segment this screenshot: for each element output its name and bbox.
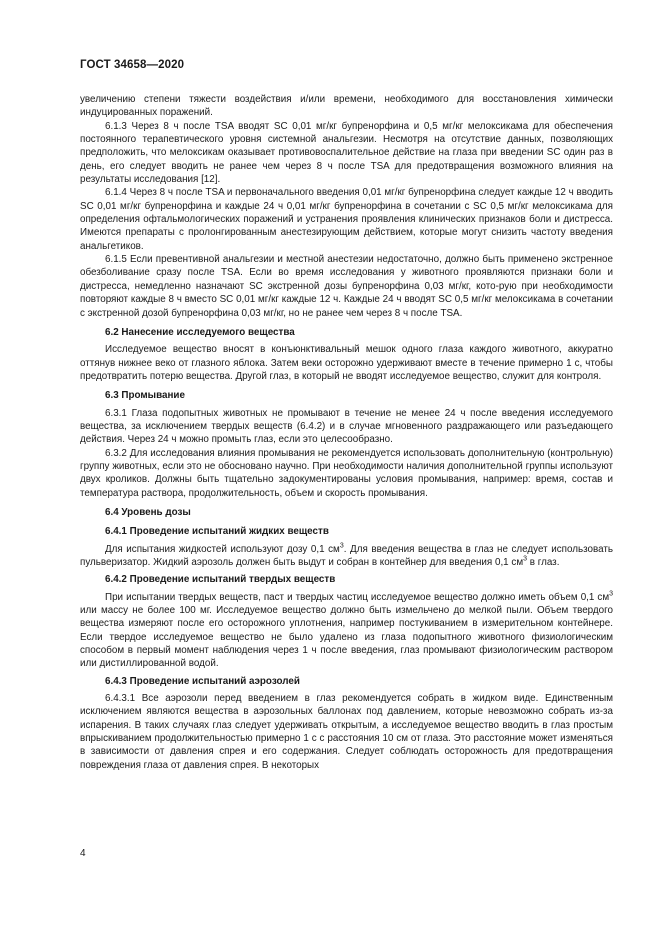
superscript: 3	[609, 590, 613, 598]
page-number: 4	[80, 848, 86, 859]
text-fragment: Для испытания жидкостей используют дозу 0,1 см	[105, 543, 340, 555]
text-fragment: в глаз.	[527, 557, 560, 568]
paragraph-6-3-2: 6.3.2 Для исследования влияния промывания не рекомендуется использовать дополнительную (контрольную) группу животных, если это не обосновано научно. При необходимости наличия дополнительной группы используют двух кроликов. Должны быть тщательно задокументированы условия промывания, например: время, состав и температура раствора, продолжительность, объем и скорость промывания.	[80, 447, 613, 499]
superscript: 3	[523, 555, 527, 563]
standard-header: ГОСТ 34658—2020	[80, 59, 185, 71]
paragraph-continuation: увеличению степени тяжести воздействия и/или времени, необходимого для восстановления химически индуцированных поражений.	[80, 94, 613, 119]
paragraph-6-1-5: 6.1.5 Если превентивной анальгезии и местной анестезии недостаточно, должно быть применено экстренное обезболивание сразу после TSA. Если во время исследования у животного проявляются признаки боли и дистресса, немедленно назначают SC экстренной дозы бупренорфина 0,03 мг/кг, кото-рую при необходимости повторяют каждые 8 ч вместо SC 0,01 мг/кг каждые 12 ч. Каждые 24 ч вводят SC 0,5 мг/кг мелоксикама в сочетании с экстренной дозой бупренорфина 0,03 мг/кг, но не ранее чем через 8 ч после TSA.	[80, 254, 613, 319]
subsection-heading-6-4-3: 6.4.3 Проведение испытаний аэрозолей	[105, 675, 300, 687]
text-fragment: . Для введения вещества в глаз не следует использовать пульверизатор. Жидкий аэрозоль должен быть выдут и собран в контейнер для введения 0,1 см	[80, 543, 613, 568]
document-body	[80, 93, 613, 772]
paragraph-6-1-4: 6.1.4 Через 8 ч после TSA и первоначального введения 0,01 мг/кг бупренорфина следует каждые 12 ч вводить SC 0,01 мг/кг бупренорфина и каждые 24 ч 0,01 мг/кг бупренорфина в сочетании с SC 0,5 мг/кг мелоксикама для определения офтальмологических поражений и устранения проявления клинических признаков боли и дистресса. Имеются препараты с пролонгированным анестезирующим действием, которые могут снизить частоту введения анальгетиков.	[80, 187, 613, 252]
subsection-heading-6-4-1: 6.4.1 Проведение испытаний жидких веществ	[105, 526, 329, 538]
section-heading-6-2: 6.2 Нанесение исследуемого вещества	[105, 326, 295, 338]
paragraph-6-4-1	[80, 543, 613, 570]
paragraph-6-1-3: 6.1.3 Через 8 ч после TSA вводят SC 0,01 мг/кг бупренорфина и 0,5 мг/кг мелоксикама для обеспечения постоянного терапевтического уровня системной анальгезии. Несмотря на отсутствие данных, позволяющих предположить, что мелоксикам оказывает противовоспалительное действие на глаза при введении SC один раз в день, его следует вводить не ранее чем через 8 ч после TSA для предотвращения возможного влияния на результаты исследования [12].	[80, 120, 613, 186]
paragraph-6-3-1: 6.3.1 Глаза подопытных животных не промывают в течение не менее 24 ч после введения исследуемого вещества, за исключением твердых веществ (6.4.2) и в случае мгновенного раздражающего или разъедающего действия. Через 24 ч можно промыть глаз, если это целесообразно.	[80, 407, 613, 446]
subsection-heading-6-4-2: 6.4.2 Проведение испытаний твердых веществ	[105, 574, 336, 586]
text-fragment: При испытании твердых веществ, паст и твердых частиц исследуемое вещество должно иметь объем 0,1 см	[105, 591, 610, 603]
paragraph-6-4-3-1: 6.4.3.1 Все аэрозоли перед введением в глаз рекомендуется собрать в жидком виде. Единственным исключением являются вещества в аэрозольных баллонах под давлением, которые невозможно собрать из-за испарения. В таких случаях глаз следует удерживать открытым, а исследуемое вещество вводить в глаз простым впрыскиванием продолжительностью примерно 1 с с расстояния 10 см от глаза. Это расстояние может изменяться в зависимости от давления спрея и его содержания. Следует соблюдать осторожность для предотвращения повреждения глаза от давления спрея. В некоторых	[80, 693, 613, 771]
paragraph-6-2: Исследуемое вещество вносят в конъюнктивальный мешок одного глаза каждого животного, аккуратно оттянув нижнее веко от глазного яблока. Затем веки осторожно удерживают вместе в течение примерно 1 с, чтобы предотвратить потерю вещества. Другой глаз, в который не вводят исследуемое вещество, служит для контроля.	[80, 344, 613, 382]
superscript: 3	[339, 542, 344, 550]
section-heading-6-3: 6.3 Промывание	[105, 390, 185, 402]
text-fragment: или массу не более 100 мг. Исследуемое вещество должно быть измельчено до мелкой пыли. Объем твердого вещества измеряют после его осторожного уплотнения, например постукиванием в измерительном контейнере. Если твердое исследуемое вещество не было удалено из глаза подопытного животного физиологическим способом в первый момент наблюдения через 1 ч после введения, глаз промывают физиологическим раствором или дистиллированной водой.	[80, 605, 613, 670]
paragraph-6-4-2	[80, 591, 613, 671]
section-heading-6-4: 6.4 Уровень дозы	[105, 506, 191, 518]
